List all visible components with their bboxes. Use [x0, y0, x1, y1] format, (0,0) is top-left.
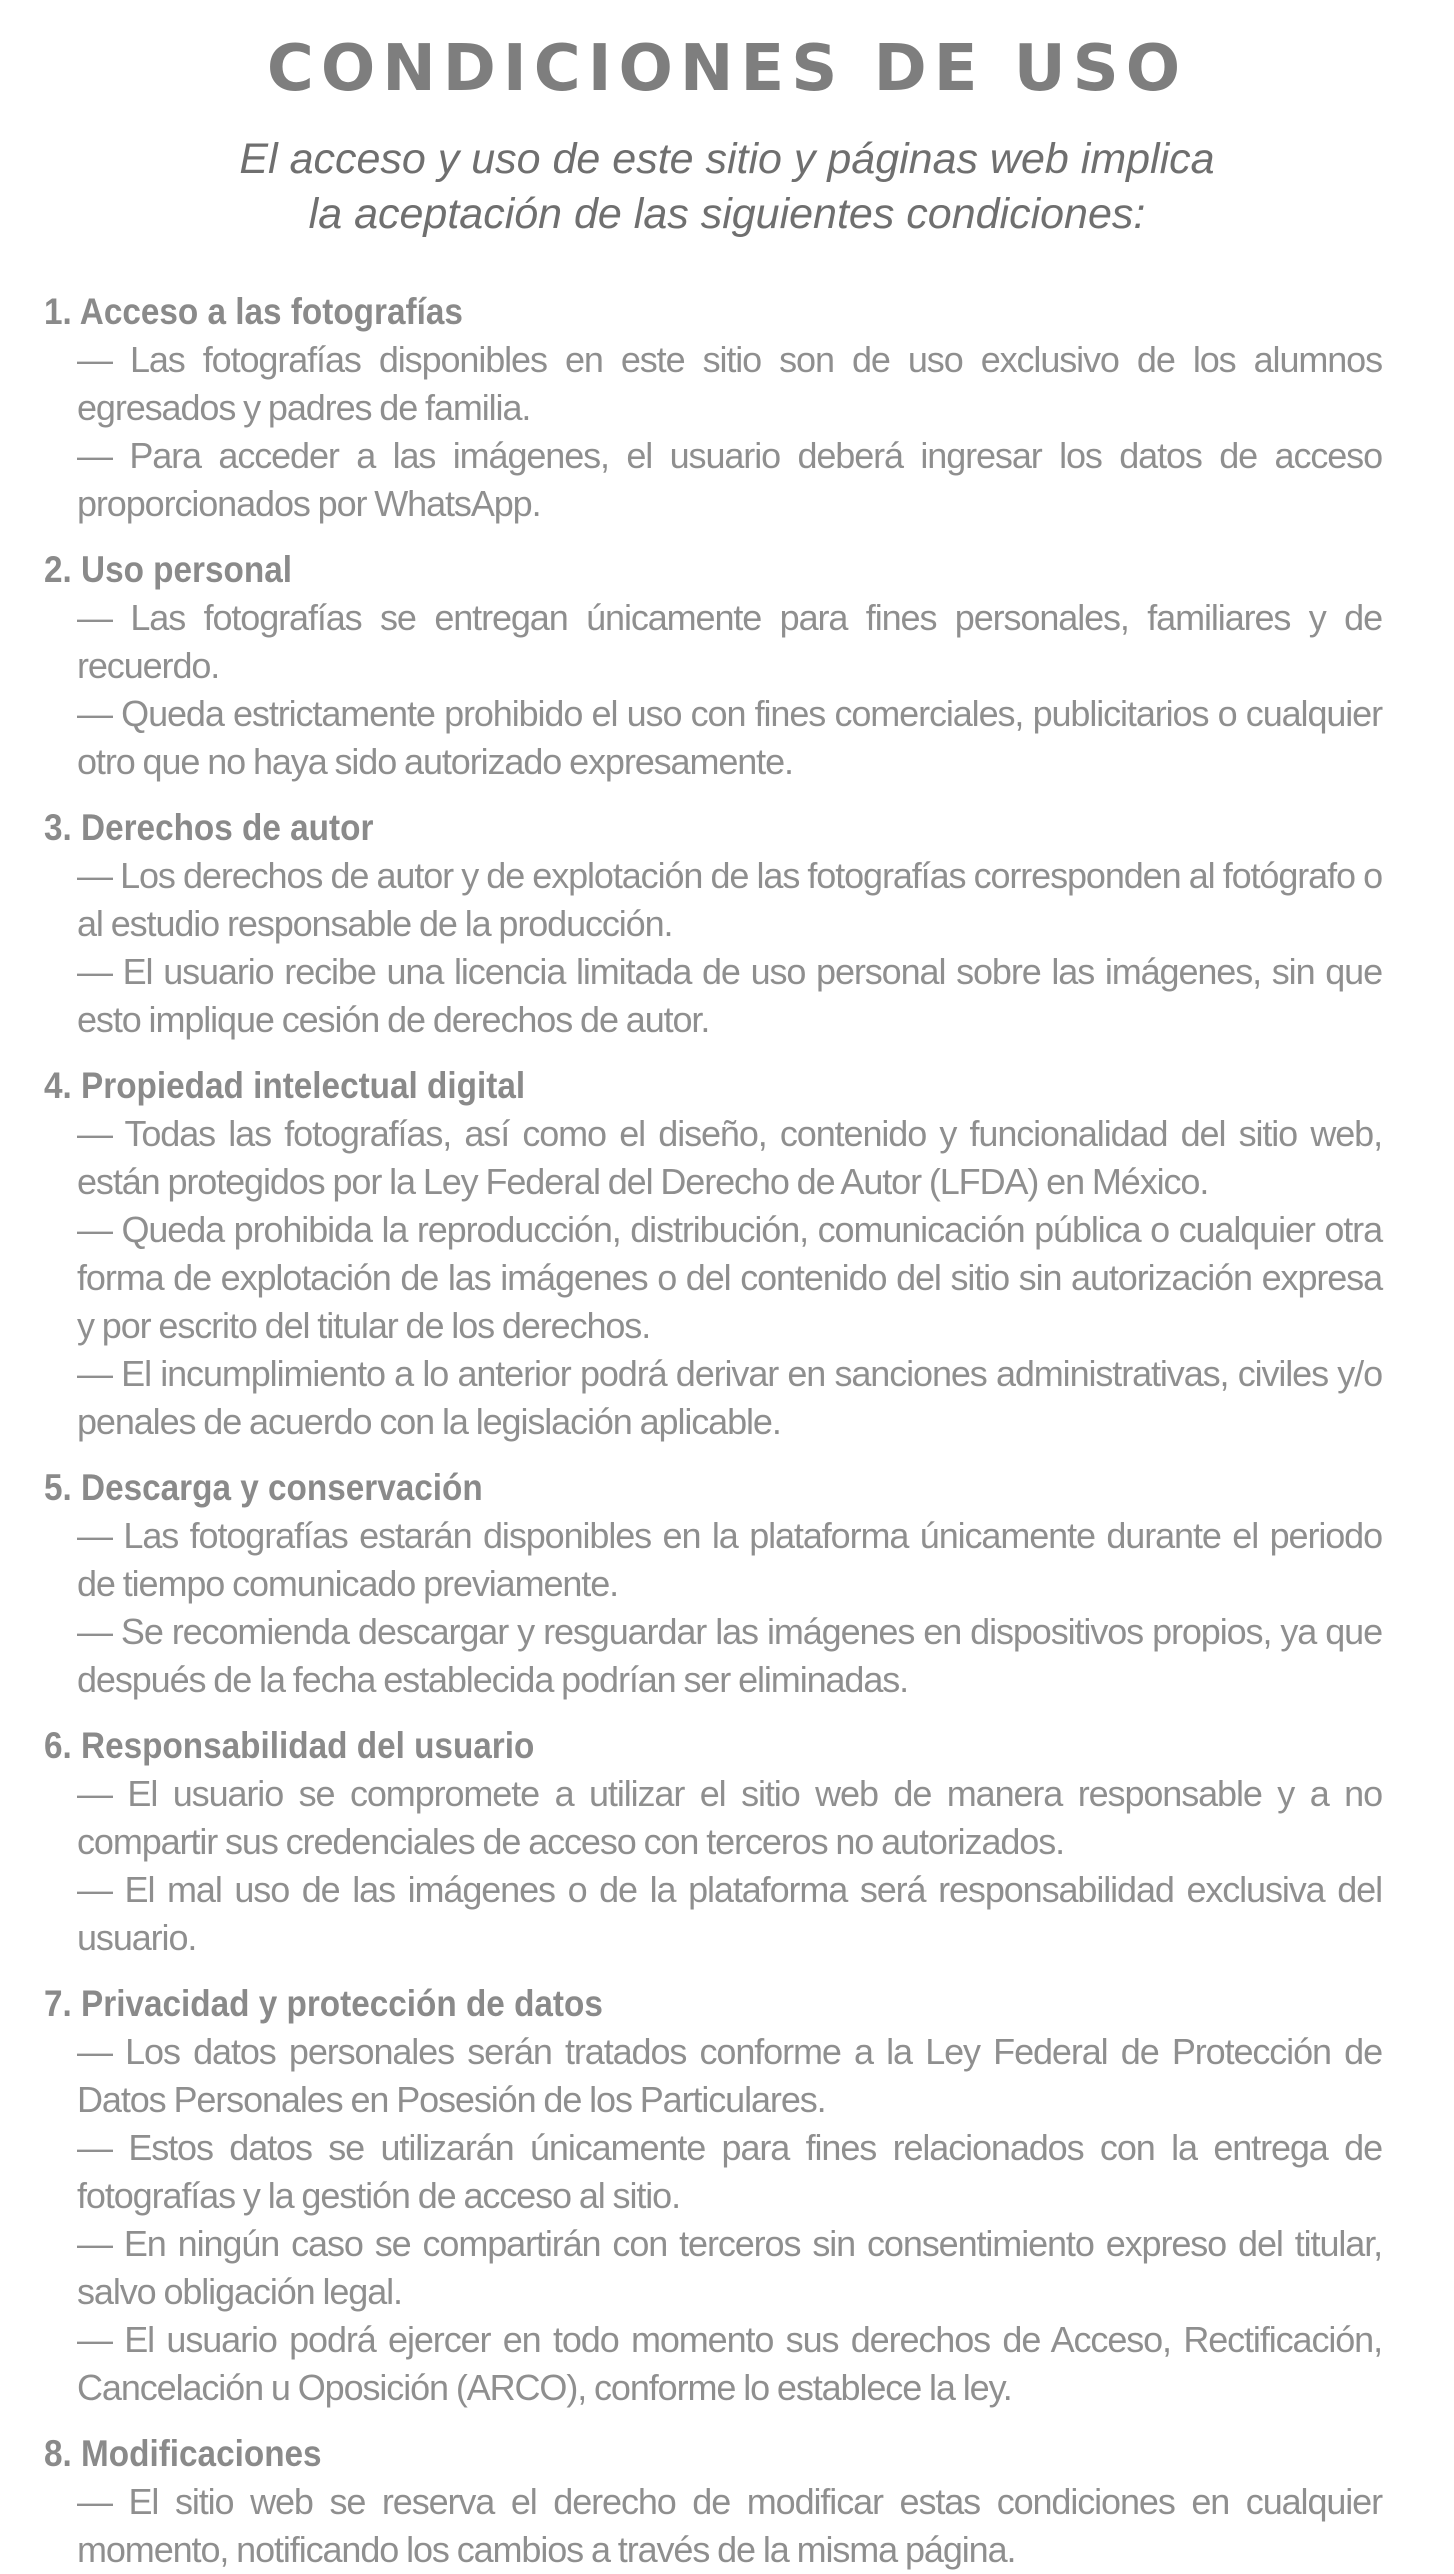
section-paragraph: — Se recomienda descargar y resguardar las imágenes en dispositivos propios, ya que después de la fecha establecida podrían ser eliminadas. — [77, 1611, 1382, 1700]
section-paragraph: — Todas las fotografías, así como el diseño, contenido y funcionalidad del sitio web, están protegidos por la Ley Federal del Derecho de Autor (LFDA) en México. — [77, 1113, 1382, 1202]
section-heading: 6. Responsabilidad del usuario — [44, 1725, 535, 1766]
section-paragraph: — El mal uso de las imágenes o de la plataforma será responsabilidad exclusiva del usuario. — [77, 1869, 1382, 1958]
section-heading: 4. Propiedad intelectual digital — [44, 1065, 526, 1106]
section-heading: 5. Descarga y conservación — [44, 1467, 483, 1508]
section-paragraph: — Las fotografías se entregan únicamente para fines personales, familiares y de recuerdo. — [77, 597, 1382, 686]
section-paragraph: — El sitio web se reserva el derecho de modificar estas condiciones en cualquier momento, notificando los cambios a través de la misma página. — [77, 2481, 1382, 2570]
section-heading: 7. Privacidad y protección de datos — [44, 1983, 603, 2024]
section-paragraph: — En ningún caso se compartirán con terceros sin consentimiento expreso del titular, salvo obligación legal. — [77, 2223, 1382, 2312]
terms-sections — [44, 288, 1410, 2574]
section-paragraph: — El usuario se compromete a utilizar el sitio web de manera responsable y a no compartir sus credenciales de acceso con terceros no autorizados. — [77, 1773, 1382, 1862]
section-heading: 2. Uso personal — [44, 549, 292, 590]
page-title: CONDICIONES DE USO — [266, 32, 1188, 106]
section-paragraph: — Queda estrictamente prohibido el uso con fines comerciales, publicitarios o cualquier otro que no haya sido autorizado expresamente. — [77, 693, 1382, 782]
section-heading: 1. Acceso a las fotografías — [44, 291, 463, 332]
section-paragraph: — Los datos personales serán tratados conforme a la Ley Federal de Protección de Datos Personales en Posesión de los Particulares. — [77, 2031, 1382, 2120]
section-personal-use — [44, 546, 1410, 786]
section-paragraph: — El incumplimiento a lo anterior podrá derivar en sanciones administrativas, civiles y/o penales de acuerdo con la legislación aplicable. — [77, 1353, 1382, 1442]
section-user-responsibility — [44, 1722, 1410, 1962]
section-heading: 8. Modificaciones — [44, 2433, 322, 2474]
section-intellectual-property — [44, 1062, 1410, 1446]
page-subtitle: El acceso y uso de este sitio y páginas web implica la aceptación de las siguientes condiciones: — [239, 135, 1215, 238]
section-heading: 3. Derechos de autor — [44, 807, 374, 848]
section-download — [44, 1464, 1410, 1704]
section-paragraph: — Las fotografías estarán disponibles en la plataforma únicamente durante el periodo de tiempo comunicado previamente. — [77, 1515, 1382, 1604]
section-paragraph: — El usuario podrá ejercer en todo momento sus derechos de Acceso, Rectificación, Cancelación u Oposición (ARCO), conforme lo establece la ley. — [77, 2319, 1382, 2408]
section-paragraph: — Estos datos se utilizarán únicamente para fines relacionados con la entrega de fotografías y la gestión de acceso al sitio. — [77, 2127, 1382, 2216]
section-paragraph: — El usuario recibe una licencia limitada de uso personal sobre las imágenes, sin que esto implique cesión de derechos de autor. — [77, 951, 1382, 1040]
section-paragraph: — Para acceder a las imágenes, el usuario deberá ingresar los datos de acceso proporcionados por WhatsApp. — [77, 435, 1382, 524]
section-modifications — [44, 2430, 1410, 2574]
section-paragraph: — Las fotografías disponibles en este sitio son de uso exclusivo de los alumnos egresados y padres de familia. — [77, 339, 1382, 428]
section-privacy — [44, 1980, 1410, 2412]
section-copyright — [44, 804, 1410, 1044]
section-paragraph: — Los derechos de autor y de explotación de las fotografías corresponden al fotógrafo o al estudio responsable de la producción. — [77, 855, 1382, 944]
section-access — [44, 288, 1410, 528]
section-paragraph: — Queda prohibida la reproducción, distribución, comunicación pública o cualquier otra forma de explotación de las imágenes o del contenido del sitio sin autorización expresa y por escrito del titular de los derechos. — [77, 1209, 1382, 1346]
